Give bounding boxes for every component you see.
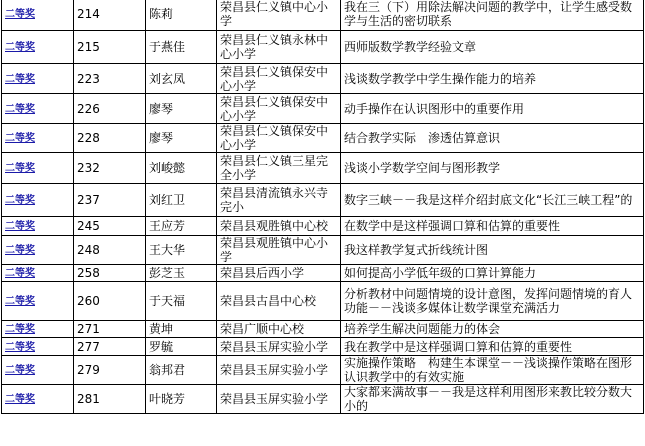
award-level-link[interactable]: 二等奖 (5, 245, 35, 256)
school-cell: 荣昌县仁义镇保安中心小学 (217, 94, 341, 124)
award-level-cell (2, 385, 74, 414)
school-cell: 荣昌县观胜镇中心校 (217, 217, 341, 236)
school-cell: 荣昌县仁义镇保安中心小学 (217, 64, 341, 94)
table-row (2, 184, 644, 217)
school-cell: 荣昌县玉屏实验小学 (217, 385, 341, 414)
award-level-link[interactable]: 二等奖 (5, 365, 35, 376)
paper-title-cell: 大家都来满故事－－我是这样利用图形来教比较分数大小的 (341, 385, 644, 414)
table-row (2, 265, 644, 282)
entry-number-cell: 271 (74, 321, 146, 338)
table-row (2, 153, 644, 184)
author-name-cell: 刘玄凤 (146, 64, 217, 94)
entry-number-cell: 258 (74, 265, 146, 282)
entry-number-cell: 232 (74, 153, 146, 184)
paper-title-cell: 我这样教学复式折线统计图 (341, 236, 644, 265)
table-row (2, 94, 644, 124)
paper-title-cell: 我在教学中是这样强调口算和估算的重要性 (341, 338, 644, 356)
school-cell: 荣昌县仁义镇三星完全小学 (217, 153, 341, 184)
awards-table (1, 0, 644, 414)
award-level-link[interactable]: 二等奖 (5, 341, 35, 353)
paper-title-cell: 培养学生解决问题能力的体会 (341, 321, 644, 338)
table-row (2, 385, 644, 414)
paper-title-cell: 数字三峡－－我是这样介绍封底文化“长江三峡工程”的 (341, 184, 644, 217)
paper-title-cell: 结合教学实际 渗透估算意识 (341, 124, 644, 153)
table-row (2, 0, 644, 31)
entry-number-cell: 245 (74, 217, 146, 236)
school-cell: 荣昌县清流镇永兴寺完小 (217, 184, 341, 217)
award-level-link[interactable]: 二等奖 (5, 8, 35, 20)
award-level-link[interactable]: 二等奖 (5, 324, 35, 335)
author-name-cell: 于天福 (146, 282, 217, 321)
award-level-link[interactable]: 二等奖 (5, 42, 35, 53)
entry-number-cell: 228 (74, 124, 146, 153)
author-name-cell: 黄坤 (146, 321, 217, 338)
award-level-link[interactable]: 二等奖 (5, 163, 35, 174)
award-level-link[interactable]: 二等奖 (5, 221, 35, 232)
author-name-cell: 廖琴 (146, 124, 217, 153)
author-name-cell: 刘峻懿 (146, 153, 217, 184)
paper-title-cell: 分析教材中问题情境的设计意图，发挥问题情境的育人功能－－浅谈多媒体让数学课堂充满活力 (341, 282, 644, 321)
table-row (2, 31, 644, 64)
table-row (2, 124, 644, 153)
award-level-link[interactable]: 二等奖 (5, 133, 35, 144)
school-cell: 荣昌广顺中心校 (217, 321, 341, 338)
paper-title-cell: 我在三（下）用除法解决问题的教学中，让学生感受数学与生活的密切联系 (341, 0, 644, 31)
award-level-link[interactable]: 二等奖 (5, 195, 35, 206)
entry-number-cell: 260 (74, 282, 146, 321)
paper-title-cell: 实施操作策略 构建生本课堂－－浅谈操作策略在图形认识教学中的有效实施 (341, 356, 644, 385)
table-row (2, 282, 644, 321)
award-level-cell (2, 64, 74, 94)
author-name-cell: 王应芳 (146, 217, 217, 236)
table-row (2, 321, 644, 338)
author-name-cell: 彭芝玉 (146, 265, 217, 282)
table-row (2, 338, 644, 356)
entry-number-cell: 215 (74, 31, 146, 64)
author-name-cell: 于燕佳 (146, 31, 217, 64)
entry-number-cell: 281 (74, 385, 146, 414)
award-level-link[interactable]: 二等奖 (5, 394, 35, 405)
paper-title-cell: 如何提高小学低年级的口算计算能力 (341, 265, 644, 282)
paper-title-cell: 西师版数学教学经验文章 (341, 31, 644, 64)
awards-table-body (2, 0, 644, 414)
paper-title-cell: 浅谈小学数学空间与图形教学 (341, 153, 644, 184)
entry-number-cell: 223 (74, 64, 146, 94)
award-level-cell (2, 31, 74, 64)
award-level-cell (2, 338, 74, 356)
award-level-link[interactable]: 二等奖 (5, 296, 35, 307)
school-cell: 荣昌县后西小学 (217, 265, 341, 282)
award-level-cell (2, 184, 74, 217)
award-level-cell (2, 265, 74, 282)
award-level-cell (2, 356, 74, 385)
award-level-cell (2, 0, 74, 31)
entry-number-cell: 214 (74, 0, 146, 31)
award-level-cell (2, 282, 74, 321)
author-name-cell: 廖琴 (146, 94, 217, 124)
author-name-cell: 刘红卫 (146, 184, 217, 217)
award-level-cell (2, 153, 74, 184)
author-name-cell: 王大华 (146, 236, 217, 265)
entry-number-cell: 248 (74, 236, 146, 265)
table-row (2, 64, 644, 94)
author-name-cell: 翁邦君 (146, 356, 217, 385)
author-name-cell: 叶晓芳 (146, 385, 217, 414)
award-level-link[interactable]: 二等奖 (5, 268, 35, 279)
school-cell: 荣昌县玉屏实验小学 (217, 356, 341, 385)
award-level-cell (2, 94, 74, 124)
paper-title-cell: 动手操作在认识图形中的重要作用 (341, 94, 644, 124)
paper-title-cell: 浅谈数学教学中学生操作能力的培养 (341, 64, 644, 94)
award-level-cell (2, 217, 74, 236)
school-cell: 荣昌县古昌中心校 (217, 282, 341, 321)
award-level-link[interactable]: 二等奖 (5, 103, 35, 115)
author-name-cell: 罗毓 (146, 338, 217, 356)
paper-title-cell: 在数学中是这样强调口算和估算的重要性 (341, 217, 644, 236)
entry-number-cell: 279 (74, 356, 146, 385)
school-cell: 荣昌县仁义镇永林中心小学 (217, 31, 341, 64)
entry-number-cell: 226 (74, 94, 146, 124)
school-cell: 荣昌县仁义镇保安中心小学 (217, 124, 341, 153)
award-level-cell (2, 321, 74, 338)
table-row (2, 217, 644, 236)
award-level-link[interactable]: 二等奖 (5, 73, 35, 85)
school-cell: 荣昌县玉屏实验小学 (217, 338, 341, 356)
table-row (2, 236, 644, 265)
school-cell: 荣昌县观胜镇中心小学 (217, 236, 341, 265)
entry-number-cell: 277 (74, 338, 146, 356)
entry-number-cell: 237 (74, 184, 146, 217)
table-row (2, 356, 644, 385)
award-level-cell (2, 124, 74, 153)
school-cell: 荣昌县仁义镇中心小学 (217, 0, 341, 31)
author-name-cell: 陈莉 (146, 0, 217, 31)
award-level-cell (2, 236, 74, 265)
